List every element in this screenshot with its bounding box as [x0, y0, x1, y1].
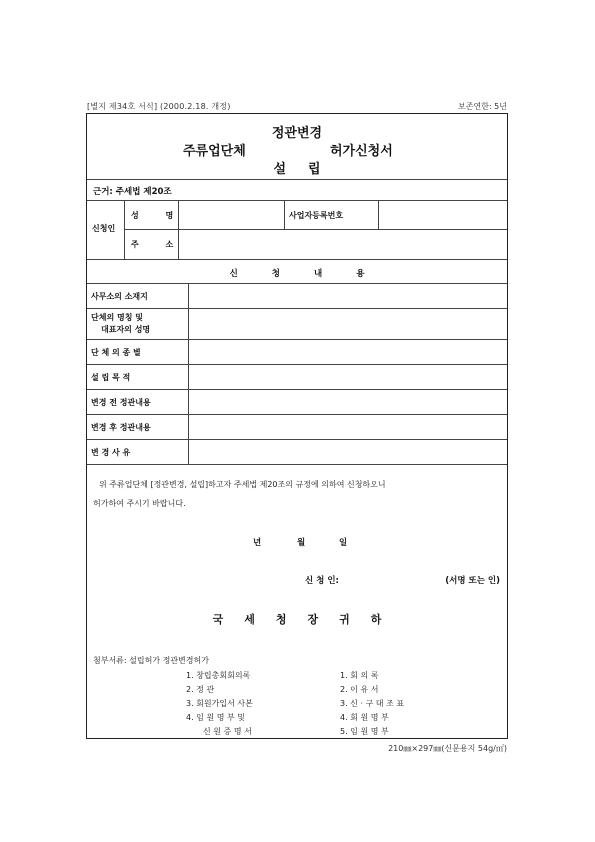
form-title	[87, 114, 507, 180]
month-label: 월	[297, 538, 306, 548]
year-label: 년	[253, 538, 262, 548]
purpose-label: 설 립 목 적	[91, 372, 131, 382]
org-name-label: 단체의 명칭 및 대표자의 성명	[91, 313, 151, 334]
request-statement: 위 주류업단체 [정관변경, 설립]하고자 주세법 제20조의 규정에 의하여 신청하오니 허가하여 주시기 바랍니다.	[93, 480, 386, 508]
org-type-label: 단 체 의 종 별	[91, 347, 141, 357]
title-org-type: 주류업단체	[183, 144, 246, 159]
list-item: 1. 회 의 록	[340, 671, 379, 680]
addressee: 국세청장귀하	[212, 613, 403, 626]
office-location-row[interactable]	[87, 284, 507, 309]
org-type-row[interactable]	[87, 340, 507, 365]
paper-spec: 210㎜×297㎜(신문용지 54g/㎡)	[388, 744, 507, 753]
list-item: 3. 신 · 구 대 조 표	[340, 699, 405, 708]
name-label: 성 명	[131, 211, 186, 220]
form-number: [별지 제34호 서식] (2000.2.18. 개정)	[87, 102, 231, 111]
office-location-label: 사무소의 소재지	[91, 291, 148, 301]
after-articles-label: 변경 후 정관내용	[91, 422, 151, 432]
address-label: 주 소	[131, 240, 186, 249]
applicant-section	[87, 201, 507, 260]
list-item: 5. 임 원 명 부	[340, 727, 389, 736]
before-articles-row[interactable]	[87, 390, 507, 415]
title-application: 허가신청서	[330, 144, 393, 159]
establish-attachments	[186, 669, 253, 739]
name-input[interactable]	[179, 202, 283, 228]
applicant-label: 신청인	[92, 224, 116, 233]
applicant-sign-label: 신 청 인:	[305, 576, 339, 586]
address-input[interactable]	[179, 231, 505, 259]
list-item: 4. 회 원 명 부	[340, 713, 389, 722]
signature-note: (서명 또는 인)	[445, 576, 500, 586]
list-item: 2. 이 유 서	[340, 685, 379, 694]
application-form	[86, 113, 508, 739]
retention-period: 보존연한: 5년	[458, 102, 507, 111]
after-articles-row[interactable]	[87, 415, 507, 440]
before-articles-label: 변경 전 정관내용	[91, 397, 151, 407]
list-item: 2. 정 관	[186, 685, 215, 694]
list-item: 1. 창립총회회의록	[186, 671, 251, 680]
biz-reg-no-input[interactable]	[379, 202, 505, 228]
purpose-row[interactable]	[87, 365, 507, 390]
change-reason-label: 변 경 사 유	[91, 447, 131, 457]
list-item: 신 원 증 명 서	[203, 727, 252, 736]
legal-basis: 근거: 주세법 제20조	[87, 180, 507, 201]
attachments-title: 첨부서류: 설립허가 정관변경허가	[93, 656, 209, 665]
title-line-1: 정관변경	[271, 126, 323, 141]
content-heading: 신청내용	[87, 260, 507, 284]
list-item: 4. 임 원 명 부 및	[186, 713, 245, 722]
amend-attachments	[340, 669, 404, 739]
day-label: 일	[339, 538, 348, 548]
biz-reg-no-label: 사업자등록번호	[289, 211, 344, 220]
change-reason-row[interactable]	[87, 440, 507, 465]
list-item: 3. 회원가입서 사본	[186, 699, 253, 708]
title-line-3: 설립	[273, 162, 343, 177]
org-name-row[interactable]	[87, 309, 507, 340]
